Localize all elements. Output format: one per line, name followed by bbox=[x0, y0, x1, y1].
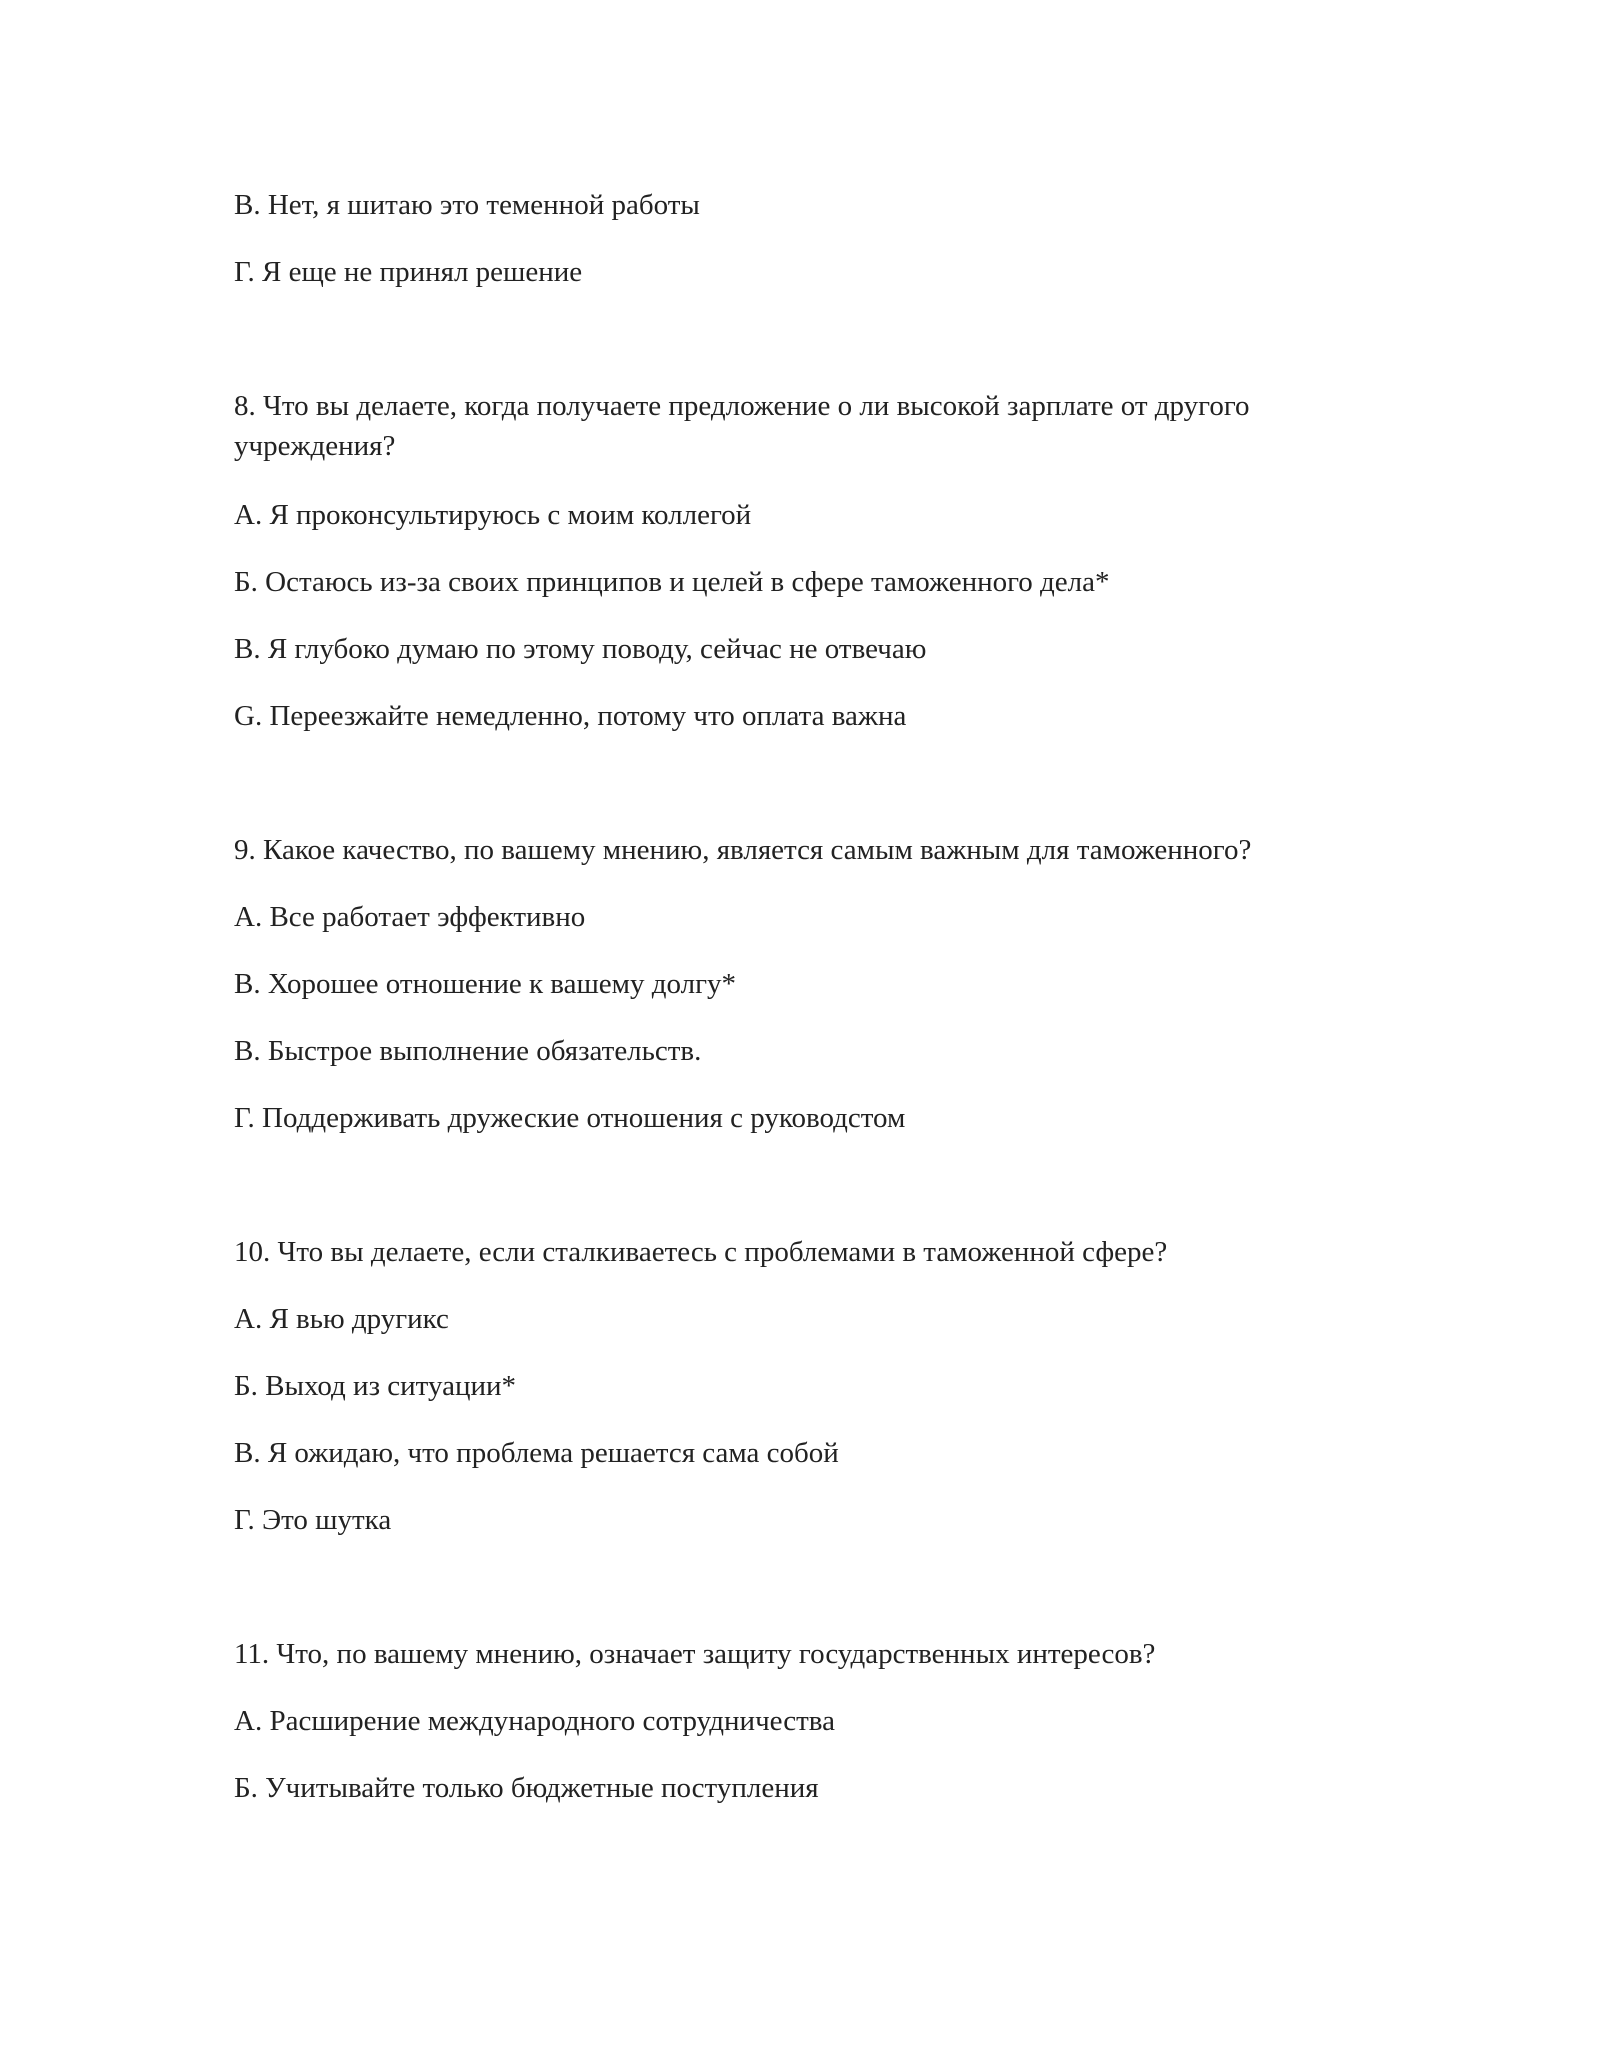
answer-option: Г. Поддерживать дружеские отношения с руководстом bbox=[234, 1102, 906, 1134]
answer-option: Г. Я еще не принял решение bbox=[234, 256, 583, 288]
answer-option: В. Нет, я шитаю это теменной работы bbox=[234, 189, 700, 221]
answer-option: В. Я глубоко думаю по этому поводу, сейчас не отвечаю bbox=[234, 633, 927, 665]
question-text: 9. Какое качество, по вашему мнению, является самым важным для таможенного? bbox=[234, 834, 1252, 866]
answer-option: Б. Выход из ситуации* bbox=[234, 1370, 516, 1402]
answer-option: Г. Это шутка bbox=[234, 1504, 392, 1536]
answer-option: G. Переезжайте немедленно, потому что оплата важна bbox=[234, 700, 907, 732]
answer-option: В. Я ожидаю, что проблема решается сама собой bbox=[234, 1437, 839, 1469]
answer-option: Б. Остаюсь из-за своих принципов и целей в сфере таможенного дела* bbox=[234, 566, 1110, 598]
answer-option: А. Расширение международного сотрудничества bbox=[234, 1705, 835, 1737]
question-text: 11. Что, по вашему мнению, означает защиту государственных интересов? bbox=[234, 1638, 1156, 1670]
answer-option: В. Хорошее отношение к вашему долгу* bbox=[234, 968, 737, 1000]
answer-option: А. Все работает эффективно bbox=[234, 901, 586, 933]
answer-option: Б. Учитывайте только бюджетные поступления bbox=[234, 1772, 819, 1804]
question-text: 8. Что вы делаете, когда получаете предложение о ли высокой зарплате от другого учреждения? bbox=[234, 390, 1250, 462]
question-text: 10. Что вы делаете, если сталкиваетесь с проблемами в таможенной сфере? bbox=[234, 1236, 1168, 1268]
answer-option: А. Я вью другикс bbox=[234, 1303, 449, 1335]
answer-option: А. Я проконсультируюсь с моим коллегой bbox=[234, 499, 752, 531]
answer-option: В. Быстрое выполнение обязательств. bbox=[234, 1035, 702, 1067]
